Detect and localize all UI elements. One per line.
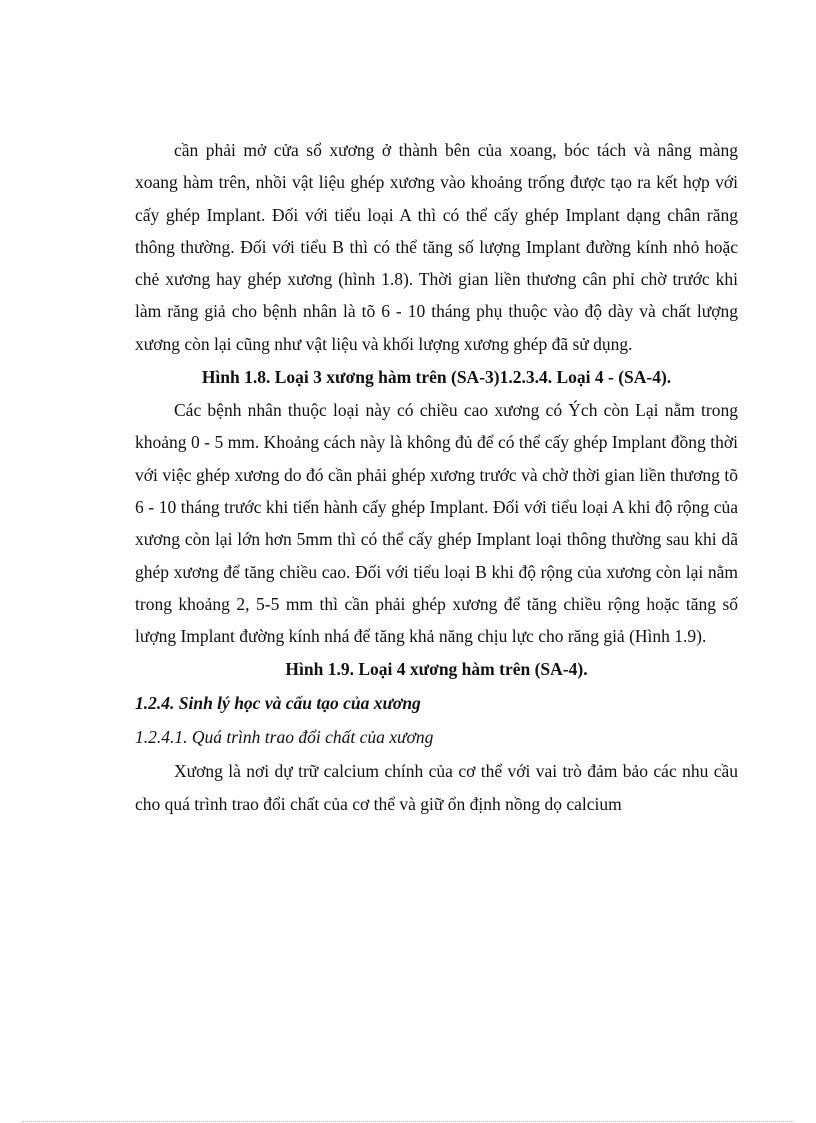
paragraph-sa4-description: Các bệnh nhân thuộc loại này có chiều cao xương có Ých còn Lại nằm trong khoảng 0 - 5 mm. Khoảng cách này là không đủ để có thể cấy ghép Implant đồng thời với việc ghép xương do đó cần phải ghép xương trước và chờ thời gian liền thương tõ 6 - 10 tháng trước khi tiến hành cấy ghép Implant. Đối với tiểu loại A khi độ rộng của xương còn lại lớn hơn 5mm thì có thể cấy ghép Implant loại thông thường sau khi dã ghép xương để tăng chiều cao. Đối với tiểu loại B khi độ rộng của xương còn lại nằm trong khoảng 2, 5-5 mm thì cần phải ghép xương để tăng chiều rộng hoặc tăng số lượng Implant đường kính nhá để tăng khả năng chịu lực cho răng giả (Hình 1.9). — [135, 400, 738, 647]
figure-caption-1-8: Hình 1.8. Loại 3 xương hàm trên (SA-3)1.2.3.4. Loại 4 - (SA-4). — [201, 367, 672, 388]
page-bottom-divider — [22, 1121, 794, 1122]
section-heading-1-2-4: 1.2.4. Sinh lý học và cấu tạo của xương — [135, 693, 421, 714]
paragraph-sinus-lift: cần phải mở cửa sổ xương ở thành bên của xoang, bóc tách và nâng màng xoang hàm trên, nhồi vật liệu ghép xương vào khoảng trống được tạo ra kết hợp với cấy ghép Implant. Đối với tiểu loại A thì có thể cấy ghép Implant dạng chân răng thông thường. Đối với tiểu B thì có thể tăng số lượng Implant đường kính nhỏ hoặc chẻ xương hay ghép xương (hình 1.8). Thời gian liền thương cân phỉ chờ trước khi làm răng giả cho bệnh nhân là tõ 6 - 10 tháng phụ thuộc vào độ dày và chất lượng xương còn lại cũng như vật liệu và khối lượng xương ghép đã sử dụng. — [135, 140, 738, 354]
subsection-heading-1-2-4-1: 1.2.4.1. Quá trình trao đổi chất của xương — [135, 727, 434, 748]
paragraph-bone-metabolism: Xương là nơi dự trữ calcium chính của cơ thể với vai trò đảm bảo các nhu cầu cho quá trình trao đổi chất của cơ thể và giữ ổn định nồng dọ calcium — [135, 761, 738, 814]
document-page — [135, 134, 738, 820]
figure-caption-1-9: Hình 1.9. Loại 4 xương hàm trên (SA-4). — [285, 659, 588, 680]
